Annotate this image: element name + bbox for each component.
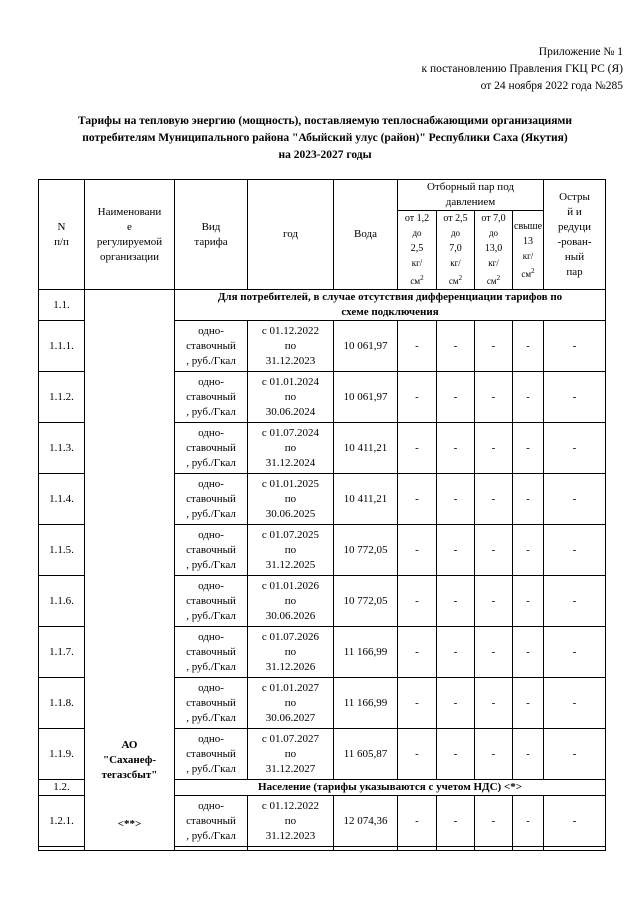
sharp-steam-value: - xyxy=(544,321,606,372)
header-text: 13 xyxy=(523,235,533,247)
header-text: до xyxy=(412,228,422,238)
cell-text: одно- xyxy=(198,732,224,745)
header-text: -рован- xyxy=(557,235,592,248)
steam-value: - xyxy=(513,729,544,780)
header-text: 13,0 xyxy=(484,243,503,254)
cell-text: 30.06.2027 xyxy=(265,711,316,724)
row-num: 1.1.4. xyxy=(39,474,85,525)
period-cell xyxy=(248,423,334,474)
cell-text: с 01.07.2025 xyxy=(261,528,320,541)
cell-text: 31.12.2026 xyxy=(265,660,316,673)
header-text: ный xyxy=(564,250,585,263)
cell-text: с 01.01.2027 xyxy=(261,681,320,694)
unit-sup: 2 xyxy=(531,266,535,275)
steam-value: - xyxy=(437,423,475,474)
cell-text: , руб./Гкал xyxy=(186,609,236,622)
row-num: 1.1.6. xyxy=(39,576,85,627)
steam-value: - xyxy=(475,678,513,729)
cell-text: , руб./Гкал xyxy=(186,405,236,418)
steam-value: - xyxy=(513,627,544,678)
steam-value: - xyxy=(513,796,544,847)
title-line: на 2023-2027 годы xyxy=(278,149,372,161)
steam-value: - xyxy=(513,525,544,576)
header-pressure-3 xyxy=(475,211,513,290)
row-num: 1.1.3. xyxy=(39,423,85,474)
cell-text: ставочный xyxy=(186,645,236,658)
cell-text: одно- xyxy=(198,477,224,490)
cell-text: одно- xyxy=(198,528,224,541)
cell-text: по xyxy=(284,441,297,454)
period-cell xyxy=(248,678,334,729)
section-num: 1.2. xyxy=(39,780,85,796)
organization-cell xyxy=(85,290,175,851)
cell-text: по xyxy=(284,594,297,607)
cell-text: по xyxy=(284,696,297,709)
water-value: 11 166,99 xyxy=(334,678,398,729)
header-text: от 2,5 xyxy=(443,213,468,224)
cell-text: одно- xyxy=(198,375,224,388)
section-title: Население (тарифы указываются с учетом НДС) <*> xyxy=(175,780,606,796)
unit-sup: 2 xyxy=(420,274,424,282)
row-num: 1.2.1. xyxy=(39,796,85,847)
cell-text: одно- xyxy=(198,799,224,812)
header-text: п/п xyxy=(54,235,69,248)
org-text: тегазсбыт" xyxy=(101,769,158,781)
row-num: 1.1.8. xyxy=(39,678,85,729)
cell-text: одно- xyxy=(198,681,224,694)
organization-name xyxy=(86,738,173,783)
header-text xyxy=(514,264,542,282)
annex-line: Приложение № 1 xyxy=(538,46,623,58)
annex-line: к постановлению Правления ГКЦ РС (Я) xyxy=(421,63,623,75)
cell-text: по xyxy=(284,339,297,352)
water-value: 10 411,21 xyxy=(334,423,398,474)
sharp-steam-value: - xyxy=(544,576,606,627)
tariff-type-cell xyxy=(175,321,248,372)
header-text: кг/ xyxy=(488,258,499,268)
cell-text: по xyxy=(284,814,297,827)
tariff-type-cell xyxy=(175,423,248,474)
header-text: Вид xyxy=(201,220,221,233)
cell-text: по xyxy=(284,543,297,556)
steam-value: - xyxy=(437,372,475,423)
header-steam xyxy=(398,180,544,211)
unit-sup: 2 xyxy=(458,274,463,282)
cell-text: ставочный xyxy=(186,696,236,709)
cell-text: , руб./Гкал xyxy=(186,507,236,520)
steam-value: - xyxy=(437,525,475,576)
row-num: 1.1.1. xyxy=(39,321,85,372)
cell-text: одно- xyxy=(198,579,224,592)
steam-value: - xyxy=(475,796,513,847)
header-text: 2,5 xyxy=(410,243,424,254)
steam-value: - xyxy=(513,423,544,474)
header-sharp-steam xyxy=(544,180,606,290)
header-text: до xyxy=(450,228,461,238)
water-value: 10 061,97 xyxy=(334,321,398,372)
header-num xyxy=(39,180,85,290)
steam-value: - xyxy=(398,525,437,576)
header-text: й и xyxy=(567,205,582,218)
steam-value: - xyxy=(513,372,544,423)
unit-text: см xyxy=(448,276,459,286)
header-tariff-type xyxy=(175,180,248,290)
cell-text: по xyxy=(284,645,297,658)
period-cell xyxy=(248,525,334,576)
water-value: 11 605,87 xyxy=(334,729,398,780)
water-value: 10 411,21 xyxy=(334,474,398,525)
header-text: Наименовани xyxy=(97,205,162,218)
header-text: регулируемой xyxy=(96,235,163,248)
header-text: от 1,2 xyxy=(404,213,430,224)
steam-value: - xyxy=(437,627,475,678)
steam-value: - xyxy=(475,576,513,627)
header-text xyxy=(476,271,511,289)
cell-text: с 01.01.2024 xyxy=(261,375,320,388)
tariff-table xyxy=(38,179,606,851)
cell-text: ставочный xyxy=(186,339,236,352)
header-text: Остры xyxy=(559,190,590,203)
steam-value: - xyxy=(437,678,475,729)
sharp-steam-value: - xyxy=(544,372,606,423)
steam-value: - xyxy=(437,796,475,847)
steam-value: - xyxy=(398,576,437,627)
header-text: 7,0 xyxy=(449,243,462,254)
steam-value: - xyxy=(513,678,544,729)
steam-value: - xyxy=(513,474,544,525)
steam-value: - xyxy=(437,321,475,372)
cell-text: с 01.01.2025 xyxy=(261,477,320,490)
header-water: Вода xyxy=(334,180,398,290)
row-num: 1.1.7. xyxy=(39,627,85,678)
title-line: потребителям Муниципального района "Абыйский улус (район)" Республики Саха (Якутия) xyxy=(82,132,568,144)
unit-text: см xyxy=(410,276,421,286)
steam-value: - xyxy=(513,576,544,627)
org-text: АО xyxy=(121,739,138,751)
header-text: давлением xyxy=(445,196,496,208)
steam-value: - xyxy=(475,474,513,525)
title-line: Тарифы на тепловую энергию (мощность), поставляемую теплоснабжающими организациями xyxy=(78,115,572,127)
header-text: е xyxy=(127,220,132,233)
steam-value: - xyxy=(437,576,475,627)
sharp-steam-value: - xyxy=(544,423,606,474)
cell-text: с 01.07.2027 xyxy=(261,732,320,745)
header-text: от 7,0 xyxy=(481,213,506,224)
annex-line: от 24 ноября 2022 года №285 xyxy=(480,80,623,92)
cell-text: с 01.07.2026 xyxy=(261,630,320,643)
section-num: 1.1. xyxy=(39,290,85,321)
sharp-steam-value: - xyxy=(544,678,606,729)
cell-text: по xyxy=(284,492,297,505)
steam-value: - xyxy=(398,627,437,678)
header-pressure-1 xyxy=(398,211,437,290)
header-text: N xyxy=(57,220,66,233)
cell-text: ставочный xyxy=(186,390,236,403)
cell-text: 31.12.2027 xyxy=(265,762,316,775)
header-text: пар xyxy=(566,265,583,278)
cell-text: ставочный xyxy=(186,594,236,607)
tariff-type-cell xyxy=(175,678,248,729)
cell-text: с 01.01.2026 xyxy=(261,579,320,592)
cell-text: , руб./Гкал xyxy=(186,762,236,775)
cell-text: , руб./Гкал xyxy=(186,558,236,571)
cell-text: ставочный xyxy=(186,747,236,760)
cell-text: ставочный xyxy=(186,814,236,827)
steam-value: - xyxy=(475,627,513,678)
water-value: 12 074,36 xyxy=(334,796,398,847)
cell-text: по xyxy=(284,390,297,403)
cell-text: 30.06.2024 xyxy=(265,405,316,418)
unit-text: см xyxy=(486,276,497,286)
section-title-line: Для потребителей, в случае отсутствия дифференциации тарифов по xyxy=(217,291,563,303)
steam-value: - xyxy=(398,321,437,372)
steam-value: - xyxy=(513,321,544,372)
unit-text: см xyxy=(521,268,532,279)
header-organization xyxy=(85,180,175,290)
cell-text: одно- xyxy=(198,324,224,337)
header-year: год xyxy=(248,180,334,290)
cell-text: 30.06.2025 xyxy=(265,507,316,520)
tariff-type-cell xyxy=(175,729,248,780)
cell-text: с 01.12.2022 xyxy=(261,324,320,337)
period-cell xyxy=(248,796,334,847)
header-text xyxy=(438,271,473,289)
steam-value: - xyxy=(398,729,437,780)
cell-text: с 01.07.2024 xyxy=(261,426,320,439)
section-title xyxy=(175,290,606,321)
cell-text: , руб./Гкал xyxy=(186,456,236,469)
cell-text: 31.12.2023 xyxy=(265,354,316,367)
org-text: "Саханеф- xyxy=(102,754,157,766)
tariff-type-cell xyxy=(175,796,248,847)
header-text: кг/ xyxy=(450,258,461,268)
period-cell xyxy=(248,372,334,423)
document-title xyxy=(40,113,610,164)
header-text: кг/ xyxy=(522,250,534,261)
steam-value: - xyxy=(437,729,475,780)
header-text: тарифа xyxy=(194,235,228,248)
cell-text: одно- xyxy=(198,426,224,439)
period-cell xyxy=(248,576,334,627)
steam-value: - xyxy=(475,525,513,576)
steam-value: - xyxy=(475,423,513,474)
tariff-type-cell xyxy=(175,525,248,576)
org-footnote: <**> xyxy=(117,818,142,830)
header-text xyxy=(399,271,435,289)
period-cell xyxy=(248,321,334,372)
cell-text: , руб./Гкал xyxy=(186,829,236,842)
cell-text: ставочный xyxy=(186,441,236,454)
tariff-type-cell xyxy=(175,474,248,525)
period-cell xyxy=(248,474,334,525)
row-num: 1.1.2. xyxy=(39,372,85,423)
cell-text: , руб./Гкал xyxy=(186,711,236,724)
water-value: 10 772,05 xyxy=(334,576,398,627)
cell-text: ставочный xyxy=(186,492,236,505)
sharp-steam-value: - xyxy=(544,525,606,576)
steam-value: - xyxy=(475,321,513,372)
water-value: 10 061,97 xyxy=(334,372,398,423)
section-title-line: схеме подключения xyxy=(341,306,439,318)
steam-value: - xyxy=(437,474,475,525)
header-text: кг/ xyxy=(411,258,423,268)
header-pressure-4 xyxy=(513,211,544,290)
cell-text: ставочный xyxy=(186,543,236,556)
sharp-steam-value: - xyxy=(544,627,606,678)
cell-text: 31.12.2025 xyxy=(265,558,316,571)
steam-value: - xyxy=(398,372,437,423)
period-cell xyxy=(248,627,334,678)
water-value: 10 772,05 xyxy=(334,525,398,576)
header-text: до xyxy=(488,228,499,238)
period-cell xyxy=(248,729,334,780)
header-text: организации xyxy=(99,250,160,263)
cell-text: , руб./Гкал xyxy=(186,660,236,673)
tariff-type-cell xyxy=(175,372,248,423)
sharp-steam-value: - xyxy=(544,729,606,780)
sharp-steam-value: - xyxy=(544,474,606,525)
steam-value: - xyxy=(398,678,437,729)
water-value: 11 166,99 xyxy=(334,627,398,678)
header-text: свыше xyxy=(514,220,543,232)
steam-value: - xyxy=(398,423,437,474)
row-num: 1.1.9. xyxy=(39,729,85,780)
sharp-steam-value: - xyxy=(544,796,606,847)
cell-text: одно- xyxy=(198,630,224,643)
steam-value: - xyxy=(398,474,437,525)
header-text: редуци xyxy=(557,220,592,233)
cell-text: 31.12.2023 xyxy=(265,829,316,842)
cell-text: по xyxy=(284,747,297,760)
header-text: Отборный пар под xyxy=(427,181,514,193)
unit-sup: 2 xyxy=(496,274,501,282)
cell-text: 31.12.2024 xyxy=(265,456,316,469)
steam-value: - xyxy=(398,796,437,847)
steam-value: - xyxy=(475,372,513,423)
steam-value: - xyxy=(475,729,513,780)
cell-text: с 01.12.2022 xyxy=(261,799,320,812)
cell-text: 30.06.2026 xyxy=(265,609,316,622)
tariff-type-cell xyxy=(175,627,248,678)
row-num: 1.1.5. xyxy=(39,525,85,576)
header-pressure-2 xyxy=(437,211,475,290)
tariff-type-cell xyxy=(175,576,248,627)
cell-text: , руб./Гкал xyxy=(186,354,236,367)
annex-note xyxy=(323,44,623,95)
